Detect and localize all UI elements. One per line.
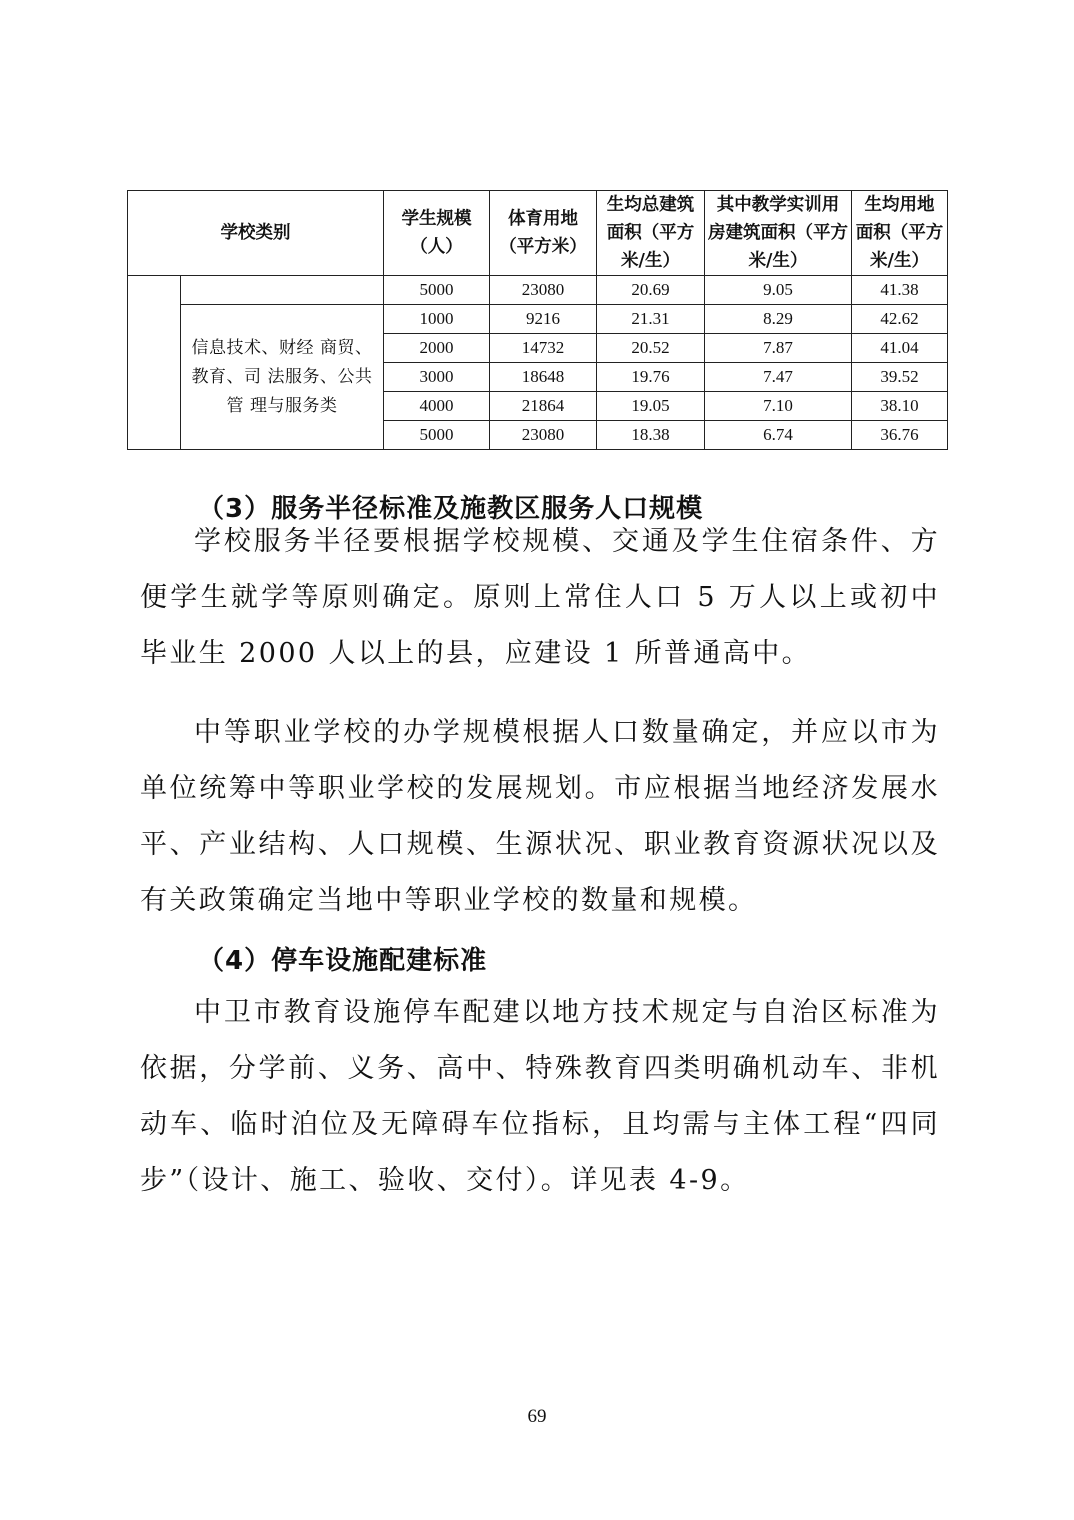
cell-land-area: 39.52 <box>852 363 948 392</box>
cell-land-area: 38.10 <box>852 392 948 421</box>
section-3-paragraph-2: 中等职业学校的办学规模根据人口数量确定，并应以市为单位统筹中等职业学校的发展规划。市应根据当地经济发展水平、产业结构、人口规模、生源状况、职业教育资源状况以及有关政策确定当地中等职业学校的数量和规模。 <box>140 717 940 916</box>
page-number: 69 <box>527 1406 547 1427</box>
category-label-cell: 信息技术、财经 商贸、 教育、司 法服务、公共 管 理与服务类 <box>181 305 384 450</box>
cell-students: 2000 <box>384 334 490 363</box>
outer-category-cell <box>128 276 181 450</box>
cell-sports-land: 21864 <box>490 392 597 421</box>
section-4-heading: （4）停车设施配建标准 <box>198 946 488 976</box>
cell-building-area: 21.31 <box>597 305 705 334</box>
cell-students: 4000 <box>384 392 490 421</box>
header-student-scale: 学生规模 （人） <box>384 191 490 276</box>
cell-building-area: 20.69 <box>597 276 705 305</box>
header-school-category: 学校类别 <box>128 191 384 276</box>
cell-students: 5000 <box>384 276 490 305</box>
cell-building-area: 19.76 <box>597 363 705 392</box>
cell-teaching-area: 7.47 <box>705 363 852 392</box>
cell-sports-land: 14732 <box>490 334 597 363</box>
section-4-paragraph-1: 中卫市教育设施停车配建以地方技术规定与自治区标准为依据，分学前、义务、高中、特殊教育四类明确机动车、非机动车、临时泊位及无障碍车位指标，且均需与主体工程“四同步”（设计、施工、验收、交付）。详见表 4-9。 <box>140 997 940 1196</box>
cell-land-area: 36.76 <box>852 421 948 450</box>
cell-teaching-area: 7.10 <box>705 392 852 421</box>
header-sports-land: 体育用地 （平方米） <box>490 191 597 276</box>
cell-teaching-area: 6.74 <box>705 421 852 450</box>
section-3-paragraph-1: 学校服务半径要根据学校规模、交通及学生住宿条件、方便学生就学等原则确定。原则上常住人口 5 万人以上或初中毕业生 2000 人以上的县，应建设 1 所普通高中。 <box>140 526 940 669</box>
cell-building-area: 18.38 <box>597 421 705 450</box>
cell-sports-land: 18648 <box>490 363 597 392</box>
table-row <box>128 276 948 305</box>
cell-sports-land: 23080 <box>490 276 597 305</box>
school-standards-table <box>127 190 948 450</box>
header-building-area: 生均总建筑 面积（平方 米/生） <box>597 191 705 276</box>
cell-students: 1000 <box>384 305 490 334</box>
cell-land-area: 41.04 <box>852 334 948 363</box>
header-land-area: 生均用地 面积（平方 米/生） <box>852 191 948 276</box>
cell-teaching-area: 7.87 <box>705 334 852 363</box>
cell-land-area: 42.62 <box>852 305 948 334</box>
cell-building-area: 19.05 <box>597 392 705 421</box>
cell-building-area: 20.52 <box>597 334 705 363</box>
prev-category-cell <box>181 276 384 305</box>
cell-teaching-area: 9.05 <box>705 276 852 305</box>
cell-teaching-area: 8.29 <box>705 305 852 334</box>
cell-sports-land: 23080 <box>490 421 597 450</box>
cell-students: 3000 <box>384 363 490 392</box>
cell-sports-land: 9216 <box>490 305 597 334</box>
table-row <box>128 305 948 334</box>
table-header-row <box>128 191 948 276</box>
cell-students: 5000 <box>384 421 490 450</box>
header-teaching-area: 其中教学实训用 房建筑面积（平方 米/生） <box>705 191 852 276</box>
cell-land-area: 41.38 <box>852 276 948 305</box>
section-3-heading: （3）服务半径标准及施教区服务人口规模 <box>198 494 704 524</box>
